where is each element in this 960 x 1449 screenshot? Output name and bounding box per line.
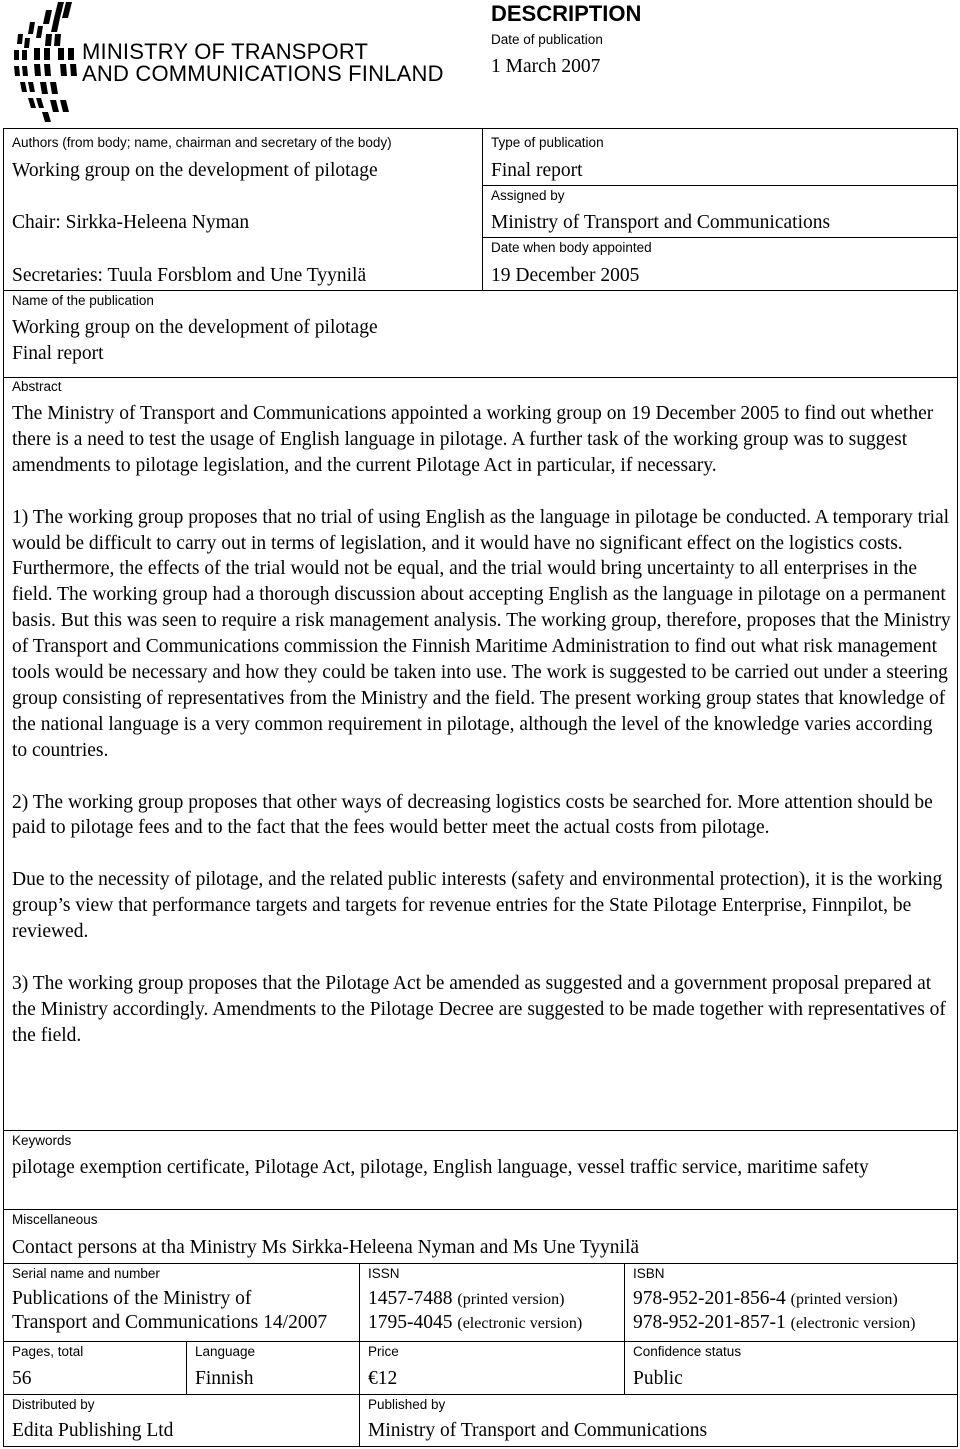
issn-electronic-note: (electronic version)	[457, 1315, 583, 1332]
distributed-by-value: Edita Publishing Ltd	[12, 1420, 174, 1441]
publication-name-line-1: Working group on the development of pilotage	[12, 317, 378, 338]
serial-bottom-line	[3, 1341, 958, 1342]
abstract-label: Abstract	[12, 379, 62, 394]
publication-name-line-2: Final report	[12, 343, 104, 364]
authors-body: Working group on the development of pilotage	[12, 160, 378, 181]
isbn-label: ISBN	[633, 1266, 665, 1281]
frame-left-line	[3, 128, 4, 1447]
published-by-label: Published by	[368, 1397, 446, 1412]
confidence-label: Confidence status	[633, 1344, 742, 1359]
abstract-paragraph: Due to the necessity of pilotage, and the related public interests (safety and environmental protection), it is the working group’s view that performance targets and targets for revenue entries for the State Pilotage Enterprise, Finnpilot, be reviewed.	[12, 869, 943, 943]
serial-line-1: Publications of the Ministry of	[12, 1288, 252, 1309]
isbn-printed-note: (printed version)	[790, 1291, 898, 1308]
authors-secretaries: Secretaries: Tuula Forsblom and Une Tyynilä	[12, 265, 367, 286]
bottom-divider-a	[359, 1263, 360, 1447]
logo-line-1: MINISTRY OF TRANSPORT	[82, 39, 369, 64]
keywords-bottom-line	[3, 1209, 958, 1210]
bottom-divider-c	[186, 1341, 187, 1394]
serial-label: Serial name and number	[12, 1266, 160, 1281]
authors-bottom-line	[3, 290, 958, 291]
issn-printed	[368, 1287, 564, 1312]
abstract-bottom-line	[3, 1130, 958, 1131]
issn-printed-number: 1457-7488	[368, 1288, 453, 1309]
keywords-label: Keywords	[12, 1133, 72, 1148]
authors-chair: Chair: Sirkka-Heleena Nyman	[12, 212, 250, 233]
isbn-electronic-number: 978-952-201-857-1	[633, 1312, 786, 1333]
isbn-electronic-note: (electronic version)	[790, 1315, 916, 1332]
type-of-publication-label: Type of publication	[491, 135, 604, 150]
abstract-body	[12, 401, 952, 1049]
abstract-paragraph: 1) The working group proposes that no trial of using English as the language in pilotage be conducted. A temporary trial would be difficult to carry out in terms of legislation, and it would have no significant effect on the logistics costs. Furthermore, the effects of the trial would not be equal, and the trial would bring uncertainty to all enterprises in the field. The working group had a thorough discussion about accepting English as the language in pilotage on a permanent basis. But this was seen to require a risk management analysis. The working group, therefore, proposes that the Ministry of Transport and Communications commission the Finnish Maritime Administration to find out what risk management tools would be necessary and how they could be taken into use. The work is suggested to be carried out under a steering group consisting of representatives from the Ministry and the field. The present working group states that knowledge of the national language is a very common requirement in pilotage, although the level of the knowledge varies according to countries.	[12, 506, 951, 761]
isbn-electronic	[633, 1311, 915, 1336]
pages-bottom-line	[3, 1394, 958, 1395]
authors-label: Authors (from body; name, chairman and secretary of the body)	[12, 135, 392, 150]
assigned-by-label: Assigned by	[491, 188, 565, 203]
distributed-by-label: Distributed by	[12, 1397, 95, 1412]
frame-right-line	[957, 128, 958, 1447]
ministry-logo	[8, 0, 478, 125]
miscellaneous-label: Miscellaneous	[12, 1212, 98, 1227]
logo-mark-icon	[8, 0, 78, 125]
name-bottom-line	[3, 377, 958, 378]
right-col-line-1	[482, 185, 958, 186]
keywords-value: pilotage exemption certificate, Pilotage Act, pilotage, English language, vessel traffic service, maritime safety	[12, 1157, 869, 1178]
language-label: Language	[195, 1344, 256, 1359]
abstract-paragraph: 3) The working group proposes that the Pilotage Act be amended as suggested and a government proposal prepared at the Ministry accordingly. Amendments to the Pilotage Decree are suggested to be made together with representatives of the field.	[12, 972, 946, 1046]
frame-bottom-line	[3, 1446, 958, 1447]
issn-electronic	[368, 1311, 582, 1336]
isbn-printed-number: 978-952-201-856-4	[633, 1288, 786, 1309]
assigned-by-value: Ministry of Transport and Communications	[491, 212, 831, 233]
confidence-value: Public	[633, 1368, 683, 1389]
pages-label: Pages, total	[12, 1344, 84, 1359]
top-column-divider	[482, 128, 483, 290]
abstract-paragraph: The Ministry of Transport and Communications appointed a working group on 19 December 2005 to find out whether there is a need to test the usage of English language in pilotage. A further task of the working group was to suggest amendments to pilotage legislation, and the current Pilotage Act in particular, if necessary.	[12, 403, 934, 476]
miscellaneous-value: Contact persons at tha Ministry Ms Sirkka-Heleena Nyman and Ms Une Tyynilä	[12, 1237, 640, 1258]
pages-value: 56	[12, 1368, 32, 1389]
date-of-publication-value: 1 March 2007	[491, 56, 601, 77]
document-type-heading: DESCRIPTION	[491, 1, 642, 26]
issn-electronic-number: 1795-4045	[368, 1312, 453, 1333]
issn-printed-note: (printed version)	[457, 1291, 565, 1308]
date-appointed-value: 19 December 2005	[491, 265, 640, 286]
issn-label: ISSN	[368, 1266, 400, 1281]
language-value: Finnish	[195, 1368, 254, 1389]
abstract-paragraph: 2) The working group proposes that other ways of decreasing logistics costs be searched for. More attention should be paid to pilotage fees and to the fact that the fees would better meet the actual costs from pilotage.	[12, 791, 933, 839]
serial-line-2: Transport and Communications 14/2007	[12, 1312, 328, 1333]
bottom-divider-b	[624, 1263, 625, 1394]
logo-line-2: AND COMMUNICATIONS FINLAND	[82, 61, 444, 86]
frame-top-line	[3, 128, 958, 129]
isbn-printed	[633, 1287, 898, 1312]
price-label: Price	[368, 1344, 399, 1359]
price-value: €12	[368, 1368, 398, 1389]
publication-name-label: Name of the publication	[12, 293, 154, 308]
right-col-line-2	[482, 237, 958, 238]
published-by-value: Ministry of Transport and Communications	[368, 1420, 708, 1441]
date-appointed-label: Date when body appointed	[491, 240, 652, 255]
type-of-publication-value: Final report	[491, 160, 583, 181]
misc-bottom-line	[3, 1263, 958, 1264]
date-of-publication-label: Date of publication	[491, 32, 603, 47]
